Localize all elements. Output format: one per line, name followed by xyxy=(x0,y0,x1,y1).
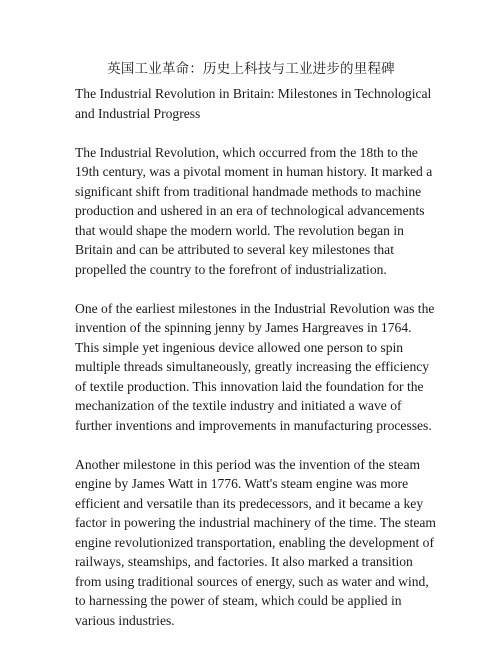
paragraph-intro: The Industrial Revolution, which occurred from the 18th to the 19th century, was a pivotal moment in human history. It marked a significant shift from traditional handmade methods to machine production and ushered in an era of technological advancements that would shape the modern world. The revolution began in Britain and can be attributed to several key milestones that propelled the country to the forefront of industrialization. xyxy=(75,144,433,277)
paragraph-spinning-jenny: One of the earliest milestones in the Industrial Revolution was the invention of the spinning jenny by James Hargreaves in 1764. This simple yet ingenious device allowed one person to spin multiple threads simultaneously, greatly increasing the efficiency of textile production. This innovation laid the foundation for the mechanization of the textile industry and initiated a wave of further inventions and improvements in manufacturing processes. xyxy=(75,300,435,433)
chinese-title: 英国工业革命：历史上科技与工业进步的里程碑 xyxy=(107,61,395,77)
english-title: The Industrial Revolution in Britain: Milestones in Technological and Industrial Progress xyxy=(75,86,432,121)
paragraph-steam-engine: Another milestone in this period was the invention of the steam engine by James Watt in 1776. Watt's steam engine was more efficient and versatile than its predecessors, and it became a key factor in powering the industrial machinery of the time. The steam engine revolutionized transportation, enabling the development of railways, steamships, and factories. It also marked a transition from using traditional sources of energy, such as water and wind, to harnessing the power of steam, which could be applied in various industries. xyxy=(75,456,437,628)
document-body xyxy=(75,84,437,650)
